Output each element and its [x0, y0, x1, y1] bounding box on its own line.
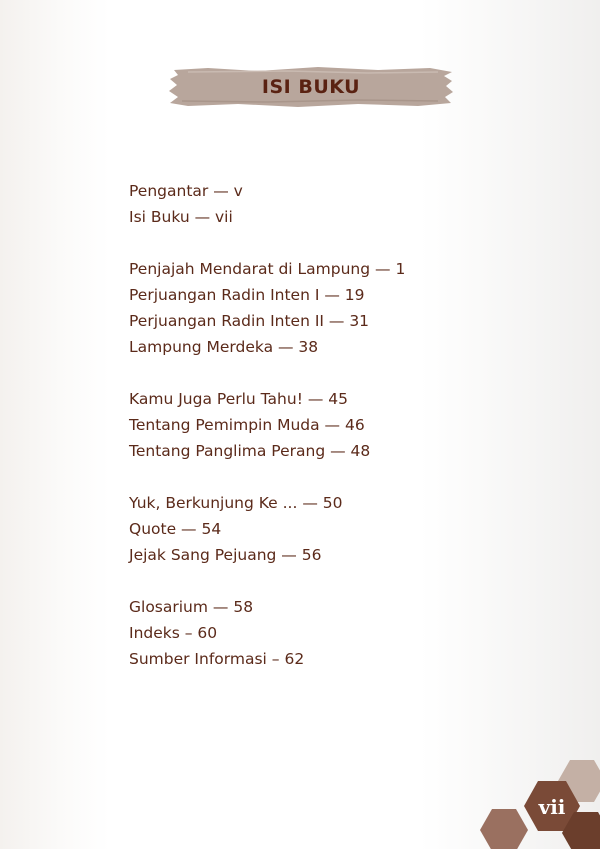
- toc-entry[interactable]: Lampung Merdeka — 38: [129, 338, 319, 356]
- toc-group: [129, 256, 549, 360]
- toc-entry[interactable]: Isi Buku — vii: [129, 208, 233, 226]
- toc-entry[interactable]: Indeks – 60: [129, 624, 218, 642]
- toc-group: [129, 386, 549, 464]
- toc-group: [129, 490, 549, 568]
- toc-entry[interactable]: Tentang Panglima Perang — 48: [129, 442, 371, 460]
- toc-entry[interactable]: Kamu Juga Perlu Tahu! — 45: [129, 390, 348, 408]
- toc-entry[interactable]: Quote — 54: [129, 520, 222, 538]
- toc-entry[interactable]: Tentang Pemimpin Muda — 46: [129, 416, 365, 434]
- page-title: ISI BUKU: [261, 76, 361, 98]
- title-banner: [168, 66, 454, 108]
- toc-group: [129, 178, 549, 230]
- toc-entry[interactable]: Perjuangan Radin Inten II — 31: [129, 312, 370, 330]
- toc-entry[interactable]: Jejak Sang Pejuang — 56: [129, 546, 322, 564]
- toc-entry[interactable]: Sumber Informasi – 62: [129, 650, 305, 668]
- toc-entry[interactable]: Pengantar — v: [129, 182, 243, 200]
- hexagon-mid-bottom: [480, 809, 528, 849]
- toc-entry[interactable]: Glosarium — 58: [129, 598, 254, 616]
- toc-entry[interactable]: Yuk, Berkunjung Ke ... — 50: [129, 494, 343, 512]
- table-of-contents: [129, 178, 549, 698]
- toc-group: [129, 594, 549, 672]
- toc-entry[interactable]: Penjajah Mendarat di Lampung — 1: [129, 260, 406, 278]
- toc-entry[interactable]: Perjuangan Radin Inten I — 19: [129, 286, 365, 304]
- page-number: vii: [538, 795, 566, 819]
